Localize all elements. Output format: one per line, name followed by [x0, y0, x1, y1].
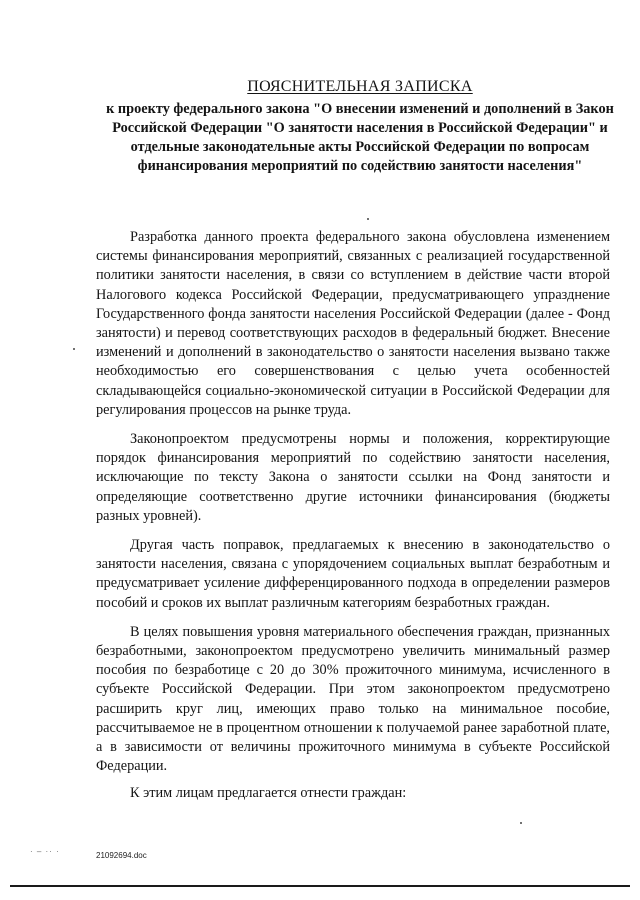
- paragraph-3: Другая часть поправок, предлагаемых к внесению в законодательство о занятости населения, связана с упорядочением социальных выплат безработным и предусматривает усиление дифференцированного подхода в определении размеров пособий и сроков их выплат различным категориям безработных граждан.: [96, 537, 610, 611]
- paragraph-1: Разработка данного проекта федерального закона обусловлена изменением системы финансирования мероприятий, связанных с реализацией государственной политики занятости населения, в связи со вступлением в действие части второй Налогового кодекса Российской Федерации, предусматривающего упразднение Государственного фонда занятости населения Российской Федерации (далее - Фонд занятости) и перевод соответствующих расходов в федеральный бюджет. Внесение изменений и дополнений в законодательство о занятости населения вызвано также необходимостью его совершенствования с целью учета особенностей складывающейся социально-экономической ситуации в Российской Федерации для регулирования процессов на рынке труда.: [96, 229, 610, 418]
- paragraph-4: В целях повышения уровня материального обеспечения граждан, признанных безработными, законопроектом предусмотрено увеличить минимальный размер пособия по безработице с 20 до 30% прожиточного минимума, исчисленного в субъекте Российской Федерации. При этом законопроектом предусмотрено расширить круг лиц, имеющих право только на минимальное пособие, рассчитываемое не в процентном отношении к получаемой ранее заработной плате, а в зависимости от величины прожиточного минимума в субъекте Российской Федерации.: [96, 623, 610, 775]
- scan-speck: [520, 822, 522, 824]
- document-subtitle: к проекту федерального закона "О внесении изменений и дополнений в Закон Российской Федерации "О занятости населения в Российской Федерации" и отдельные законодательные акты Российской Федерации по вопросам финансирования мероприятий по содействию занятости населения": [106, 101, 614, 174]
- document-body: [96, 228, 610, 814]
- scan-margin-mark: · – ·· ·: [30, 847, 60, 856]
- scan-speck: [367, 218, 369, 220]
- scan-speck: [73, 348, 75, 350]
- footer-file-code: 21092694.doc: [96, 851, 147, 860]
- paragraph-2: Законопроектом предусмотрены нормы и положения, корректирующие порядок финансирования мероприятий по содействию занятости населения, исключающие по тексту Закона о занятости ссылки на Фонд занятости и определяющие соответственно другие источники финансирования (бюджеты разных уровней).: [96, 431, 610, 524]
- scan-bottom-edge: [10, 885, 630, 887]
- paragraph-5: К этим лицам предлагается отнести граждан:: [130, 785, 407, 802]
- document-title: ПОЯСНИТЕЛЬНАЯ ЗАПИСКА: [247, 78, 473, 95]
